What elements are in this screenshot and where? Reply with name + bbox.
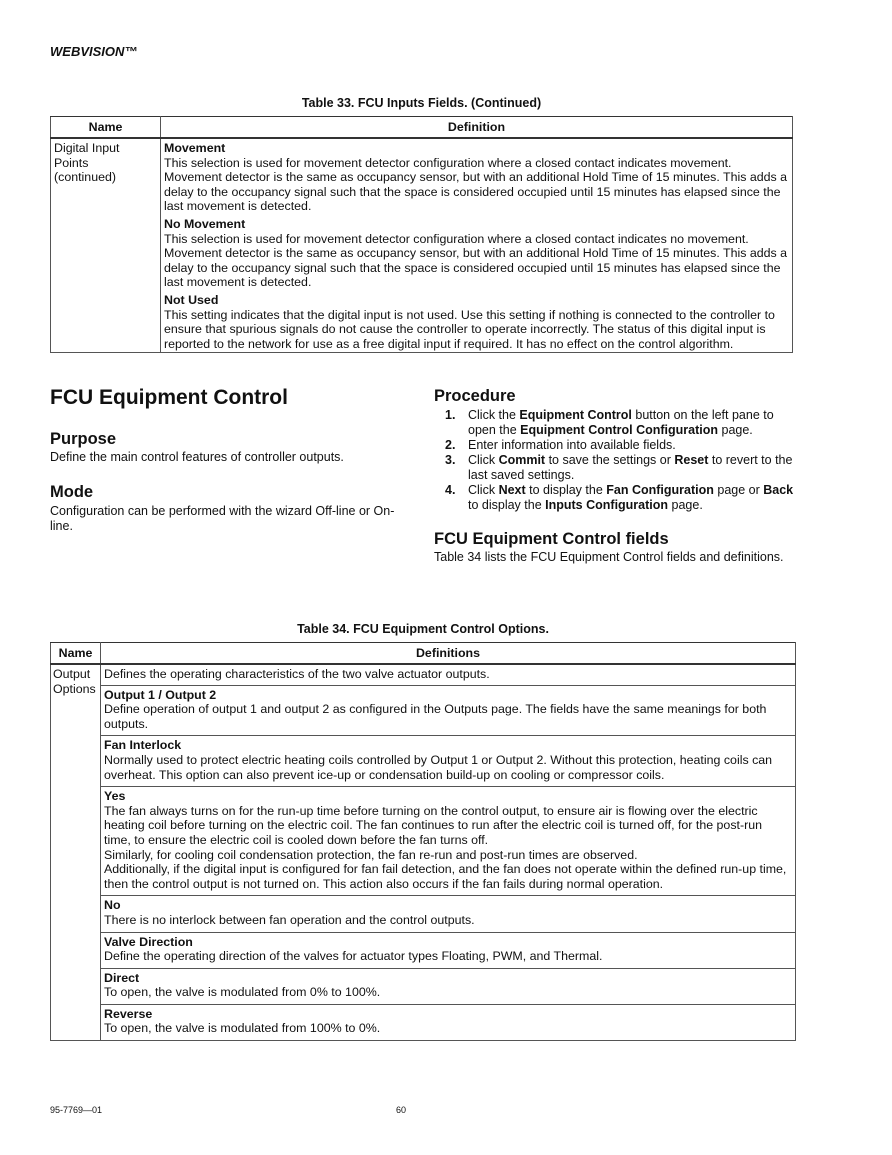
row-name-line: Digital Input (54, 141, 120, 155)
entry-term: Valve Direction (104, 934, 193, 949)
step-emphasis: Reset (674, 453, 709, 467)
step-emphasis: Equipment Control (519, 408, 632, 422)
step-text: Click the (468, 408, 520, 422)
table-row (51, 787, 796, 896)
step-text: to display the (468, 498, 546, 512)
table-34-intro: Defines the operating characteristics of the two valve actuator outputs. (101, 664, 796, 685)
row-name-line: (continued) (54, 170, 116, 185)
entry-term: Yes (104, 789, 126, 804)
table-34-name-header: Name (51, 643, 101, 665)
entry-text: Define operation of output 1 and output 2 as configured in the Outputs page. The fields have the same meanings for both outputs. (104, 702, 767, 731)
definition-entry (101, 787, 796, 896)
entry-text: There is no interlock between fan operation and the control outputs. (104, 912, 475, 927)
definition-entry (101, 1004, 796, 1040)
entry-term: Movement (164, 141, 226, 155)
table-33-caption: Table 33. FCU Inputs Fields. (Continued) (301, 96, 542, 110)
entry-text: The fan always turns on for the run-up time before turning on the control output, to ensure air is flowing over the electric heating coil before turning on the electric coil. The fan continues to run after the electric coil is turned off, for the post-run time, to ensure the electric coil is cooled down before the fan turns off. (104, 803, 762, 847)
step-number: 4. (445, 483, 456, 497)
row-name-line: Output (53, 667, 91, 681)
step-text: page or (713, 483, 764, 497)
entry-term: Not Used (164, 292, 219, 307)
step-emphasis: Back (763, 483, 794, 497)
procedure-steps (434, 408, 794, 513)
step-text: to display the (525, 483, 607, 497)
table-34 (50, 642, 796, 1041)
table-row (51, 664, 796, 685)
step-emphasis: Fan Configuration (606, 483, 714, 497)
step-number: 3. (445, 453, 456, 467)
mode-heading: Mode (50, 483, 94, 501)
table-row (51, 736, 796, 787)
definition-entry (101, 896, 796, 932)
step-emphasis: Next (498, 483, 526, 497)
table-row (51, 968, 796, 1004)
purpose-heading: Purpose (50, 430, 117, 448)
page-number: 60 (396, 1105, 407, 1115)
entry-term: Output 1 / Output 2 (104, 687, 217, 702)
entry-text: Normally used to protect electric heating coils controlled by Output 1 or Output 2. Without this protection, heating coils can overheat. This option can also prevent ice-up or condensation build-up on cooling or compressor coils. (104, 752, 773, 782)
entry-term: Fan Interlock (104, 738, 182, 753)
step-text: button on the left pane to open the (468, 408, 774, 437)
table-row (51, 1004, 796, 1040)
table-row (51, 932, 796, 968)
definition-entry (164, 217, 788, 290)
fields-text: Table 34 lists the FCU Equipment Control fields and definitions. (434, 550, 784, 564)
document-number: 95-7769—01 (50, 1105, 103, 1115)
procedure-heading: Procedure (434, 387, 516, 405)
right-column (434, 387, 794, 565)
table-33-row-name (51, 138, 161, 353)
step-text: Enter information into available fields. (468, 438, 676, 452)
definition-entry (101, 685, 796, 736)
entry-term: Reverse (104, 1006, 153, 1021)
step-text: to revert to the last saved settings. (468, 453, 793, 482)
document-header-title: WEBVISION™ (50, 44, 138, 59)
definition-entry (101, 968, 796, 1004)
step-text: page. (718, 423, 753, 437)
entry-term: No Movement (164, 216, 246, 231)
table-33 (50, 116, 793, 353)
table-row (51, 138, 793, 353)
definition-entry (101, 736, 796, 787)
step-emphasis: Equipment Control Configuration (520, 423, 719, 437)
table-34-definitions-header: Definitions (101, 643, 796, 665)
definition-entry (164, 293, 788, 351)
procedure-step (434, 438, 794, 453)
section-heading: FCU Equipment Control (50, 386, 288, 409)
table-34-row-name (51, 664, 101, 1041)
step-number: 1. (445, 408, 456, 422)
entry-text: Define the operating direction of the valves for actuator types Floating, PWM, and Thermal. (104, 949, 603, 964)
row-name-line: Options (53, 681, 96, 696)
entry-text: This setting indicates that the digital input is not used. Use this setting if nothing is connected to the controller to ensure that spurious signals do not cause the controller to operate incorrectly. The status of this digital input is reported to the network for use as a free digital input if required. It has no effect on the control algorithm. (164, 307, 775, 351)
step-number: 2. (445, 438, 456, 452)
table-34-caption: Table 34. FCU Equipment Control Options. (297, 622, 549, 636)
entry-text: To open, the valve is modulated from 100% to 0%. (104, 1021, 381, 1036)
table-33-name-header: Name (51, 117, 161, 139)
procedure-step (434, 408, 794, 438)
procedure-step (434, 483, 794, 513)
entry-text: Additionally, if the digital input is configured for fan fail detection, and the fan does not operate within the defined run-up time, then the control output is not turned on. This action also occurs if the fan fails during normal operation. (104, 862, 787, 891)
step-emphasis: Inputs Configuration (545, 498, 669, 512)
procedure-step (434, 453, 794, 483)
entry-text: This selection is used for movement detector configuration where a closed contact indicates no movement. Movement detector is the same as occupancy sensor, but with an additional Hold Time of 15 minutes. This adds a delay to the occupancy signal such that the space is considered occupied until 15 minutes has elapsed since the last movement is detected. (164, 231, 788, 290)
table-33-row-definition (161, 138, 793, 353)
entry-term: Direct (104, 970, 140, 985)
table-row (51, 896, 796, 932)
entry-term: No (104, 898, 121, 913)
mode-text: Configuration can be performed with the wizard Off-line or On-line. (50, 504, 395, 533)
fields-heading: FCU Equipment Control fields (434, 530, 669, 548)
table-33-definition-header: Definition (161, 117, 793, 139)
entry-text: Similarly, for cooling coil condensation protection, the fan re-run and post-run times are observed. (104, 847, 638, 862)
definition-entry (101, 932, 796, 968)
entry-text: This selection is used for movement detector configuration where a closed contact indicates movement. Movement detector is the same as occupancy sensor, but with an additional Hold Time of 15 minutes. This adds a delay to the occupancy signal such that the space is considered occupied until 15 minutes has elapsed since the last movement is detected. (164, 155, 788, 214)
step-emphasis: Commit (498, 453, 546, 467)
step-text: Click (468, 483, 499, 497)
table-row (51, 685, 796, 736)
definition-entry (164, 141, 788, 214)
step-text: Click (468, 453, 499, 467)
entry-text: To open, the valve is modulated from 0% to 100%. (104, 985, 381, 1000)
left-column (50, 386, 395, 534)
step-text: page. (668, 498, 703, 512)
row-name-line: Points (54, 155, 89, 170)
step-text: to save the settings or (545, 453, 675, 467)
purpose-text: Define the main control features of controller outputs. (50, 450, 344, 464)
